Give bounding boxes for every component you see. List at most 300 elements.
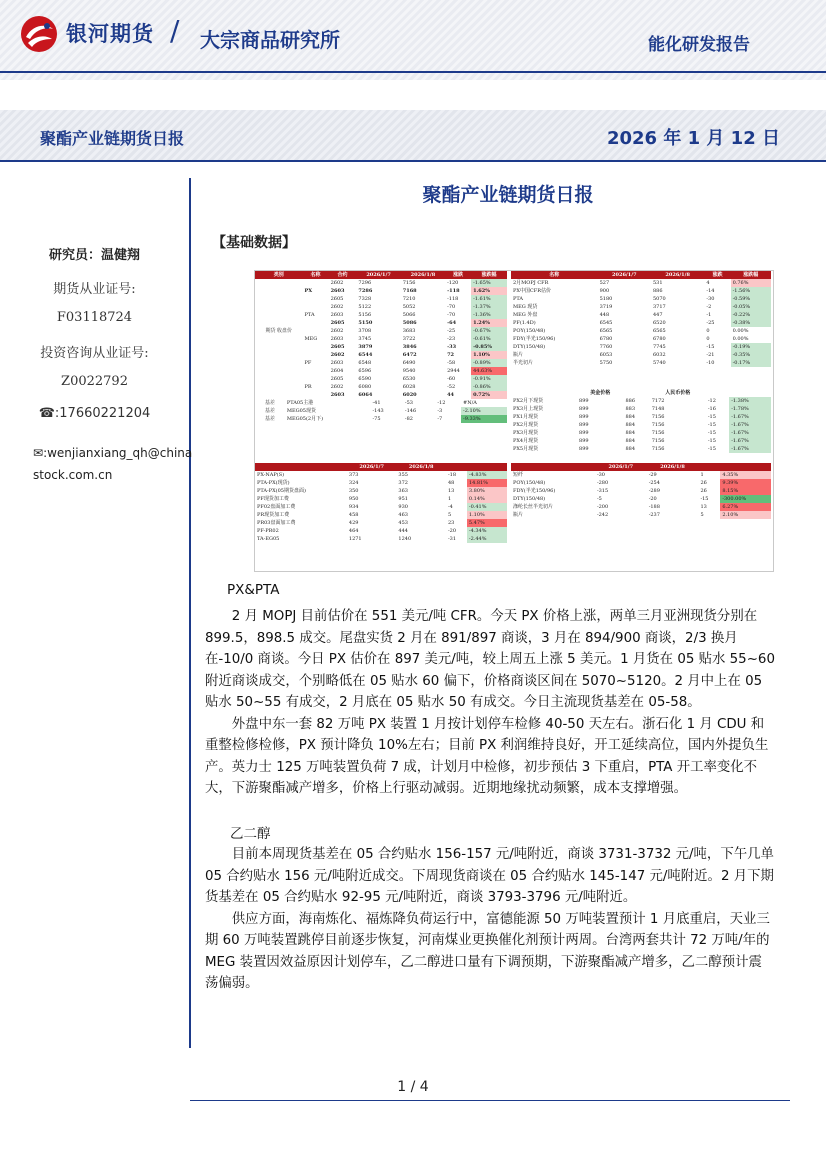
table-cell: 7148 bbox=[651, 406, 665, 412]
table-cell: -0.91% bbox=[471, 375, 507, 383]
table-cell: -12 bbox=[437, 400, 446, 406]
table-cell: -0.41% bbox=[467, 503, 507, 511]
table-cell: -0.38% bbox=[731, 319, 771, 327]
table-cell: PTA-PX(现货) bbox=[257, 480, 290, 486]
table-row bbox=[511, 421, 771, 429]
table-row bbox=[255, 367, 507, 375]
table-row bbox=[255, 295, 507, 303]
table-cell: -25 bbox=[706, 320, 715, 326]
table-cell: 884 bbox=[625, 422, 636, 428]
spread-header-row bbox=[255, 463, 507, 471]
email-address: :wenjianxiang_qh@chinastock.com.cn bbox=[33, 446, 193, 482]
table-cell: 444 bbox=[398, 528, 408, 534]
table-category-cell bbox=[255, 319, 303, 327]
table-cell: 899 bbox=[579, 438, 589, 444]
table-cell: 6780 bbox=[652, 336, 666, 342]
table-cell: 7168 bbox=[402, 288, 417, 294]
table-category-cell: 期货 收盘价 bbox=[265, 328, 293, 334]
table-row bbox=[255, 471, 507, 479]
title-band-rule bbox=[0, 160, 826, 162]
table-row bbox=[511, 343, 771, 351]
table-cell: -242 bbox=[596, 512, 609, 518]
table-row bbox=[255, 527, 507, 535]
table-cell: 884 bbox=[625, 438, 636, 444]
table-cell: PTA bbox=[304, 312, 315, 318]
table-header-cell: 2026/1/7 bbox=[608, 464, 634, 470]
table-row bbox=[511, 495, 771, 503]
table-cell: 6780 bbox=[599, 336, 613, 342]
table-cell: 44.63% bbox=[471, 367, 507, 375]
table-cell: -2.10% bbox=[461, 407, 507, 415]
report-date: 2026 年 1 月 12 日 bbox=[606, 128, 780, 149]
futures-table bbox=[255, 271, 507, 399]
table-cell: 13 bbox=[447, 488, 455, 494]
table-cell: 6596 bbox=[358, 368, 372, 374]
table-header-cell bbox=[720, 463, 771, 471]
table-cell: PX bbox=[304, 288, 313, 294]
table-cell: 5 bbox=[700, 512, 704, 518]
table-cell: 363 bbox=[398, 488, 408, 494]
table-cell: -1.56% bbox=[731, 287, 771, 295]
table-cell: PX-NAP(S) bbox=[257, 472, 285, 478]
table-cell: -15 bbox=[700, 496, 709, 502]
table-row bbox=[511, 327, 771, 335]
table-cell: -118 bbox=[447, 288, 460, 294]
table-cell: 373 bbox=[348, 472, 359, 478]
table-header-cell: 2026/1/8 bbox=[665, 272, 690, 278]
table-row bbox=[511, 413, 771, 421]
table-cell: 7156 bbox=[651, 446, 665, 452]
table-cell: PF02盘面加工费 bbox=[257, 504, 296, 510]
table-cell: -315 bbox=[596, 488, 609, 494]
table-row bbox=[255, 399, 507, 407]
table-cell: 涤纶长丝半光切片 bbox=[513, 504, 554, 510]
table-cell: -1.65% bbox=[471, 279, 507, 287]
table-cell: 5070 bbox=[652, 296, 666, 302]
table-cell: -18 bbox=[447, 472, 457, 478]
table-category-cell bbox=[255, 351, 303, 359]
table-cell: -0.61% bbox=[471, 335, 507, 343]
table-row bbox=[255, 359, 507, 367]
table-cell: -41 bbox=[372, 400, 381, 406]
table-cell: 6472 bbox=[402, 352, 417, 358]
table-cell: PX3月上现货 bbox=[513, 406, 544, 412]
table-cell: -75 bbox=[372, 416, 381, 422]
spread-body bbox=[255, 471, 507, 543]
table-row bbox=[511, 303, 771, 311]
table-cell: 7156 bbox=[402, 280, 416, 286]
table-cell: -1.38% bbox=[729, 397, 771, 405]
table-cell: 6.27% bbox=[720, 503, 771, 511]
table-row bbox=[255, 335, 507, 343]
table-header-cell: 涨跌 bbox=[453, 272, 464, 278]
table-row bbox=[511, 287, 771, 295]
table-header-cell bbox=[511, 389, 577, 397]
table-cell: 2605 bbox=[330, 376, 344, 382]
table-cell: 2602 bbox=[330, 328, 344, 334]
table-row bbox=[255, 311, 507, 319]
band-title: 聚酯产业链期货日报 bbox=[40, 129, 185, 148]
table-cell: 6080 bbox=[358, 384, 372, 390]
table-cell: 899 bbox=[579, 406, 589, 412]
table-header-cell bbox=[706, 389, 729, 397]
table-cell: -15 bbox=[707, 414, 716, 420]
table-row bbox=[511, 295, 771, 303]
table-cell: 5180 bbox=[599, 296, 613, 302]
table-cell: -0.22% bbox=[731, 311, 771, 319]
table-cell: -0.35% bbox=[731, 351, 771, 359]
table-row bbox=[511, 359, 771, 367]
table-cell: 2944 bbox=[447, 368, 460, 374]
table-cell: 464 bbox=[348, 528, 359, 534]
table-cell: -4 bbox=[447, 504, 453, 510]
table-cell: -31 bbox=[447, 536, 457, 542]
table-row bbox=[511, 445, 771, 453]
table-cell: 2603 bbox=[330, 312, 344, 318]
table-cell: 2605 bbox=[330, 344, 345, 350]
table-cell: -30 bbox=[706, 296, 715, 302]
table-cell: 5122 bbox=[358, 304, 372, 310]
table-cell: MEG 现货 bbox=[513, 304, 538, 310]
table-cell: TA-EG05 bbox=[257, 536, 280, 542]
page-number: 1 / 4 bbox=[397, 1079, 429, 1095]
table-cell: -58 bbox=[447, 360, 456, 366]
table-cell: 3719 bbox=[599, 304, 613, 310]
table-row bbox=[511, 397, 771, 405]
table-cell: 7286 bbox=[358, 288, 373, 294]
table-cell: 2602 bbox=[330, 384, 344, 390]
table-cell: 6520 bbox=[652, 320, 666, 326]
table-cell: 883 bbox=[625, 406, 636, 412]
table-category-cell: 基差 bbox=[264, 400, 275, 406]
table-row bbox=[511, 479, 771, 487]
table-cell: 瓶片 bbox=[513, 512, 524, 518]
table-cell bbox=[303, 351, 329, 359]
table-cell: 2602 bbox=[330, 280, 344, 286]
consult-label: 投资咨询从业证号: bbox=[40, 346, 149, 361]
table-cell: 5 bbox=[447, 512, 452, 518]
table-header-cell bbox=[511, 463, 595, 471]
table-header-cell: 合约 bbox=[337, 272, 348, 278]
table-cell bbox=[303, 279, 329, 287]
table-cell: 3708 bbox=[358, 328, 372, 334]
table-cell: 0 bbox=[706, 328, 710, 334]
table-cell: PX中国CFR估价 bbox=[513, 288, 551, 294]
table-header-cell bbox=[446, 463, 467, 471]
table-row bbox=[511, 429, 771, 437]
table-category-cell bbox=[255, 375, 303, 383]
table-cell: 5750 bbox=[599, 360, 613, 366]
table-cell: 372 bbox=[398, 480, 408, 486]
table-cell: 951 bbox=[398, 496, 408, 502]
profit-header-row bbox=[511, 463, 771, 471]
table-cell: MEG 外盘 bbox=[513, 312, 538, 318]
table-cell: -0.59% bbox=[731, 295, 771, 303]
table-row bbox=[255, 479, 507, 487]
table-cell: #N/A bbox=[463, 400, 477, 406]
table-cell: 3.80% bbox=[467, 487, 507, 495]
table-cell: 6064 bbox=[358, 392, 373, 398]
table-cell: -0.86% bbox=[471, 383, 507, 391]
table-row bbox=[511, 405, 771, 413]
table-cell: 527 bbox=[599, 280, 610, 286]
table-row bbox=[511, 279, 771, 287]
phone-number: :17660221204 bbox=[54, 406, 151, 421]
table-cell: 5052 bbox=[402, 304, 416, 310]
table-cell: PF现货加工费 bbox=[257, 496, 289, 502]
table-cell bbox=[303, 295, 329, 303]
table-header-cell: 美金价格 bbox=[590, 390, 611, 396]
sidebar-divider bbox=[189, 178, 191, 1048]
table-cell: -30 bbox=[596, 472, 605, 478]
basic-data-table bbox=[254, 270, 774, 572]
table-row bbox=[255, 319, 507, 327]
table-cell: PX1月现货 bbox=[513, 414, 539, 420]
table-cell bbox=[303, 303, 329, 311]
table-cell: PX4月现货 bbox=[513, 438, 539, 444]
table-cell: 7296 bbox=[358, 280, 372, 286]
table-row bbox=[511, 471, 771, 479]
table-cell: 1.10% bbox=[471, 351, 507, 359]
table-cell: 2603 bbox=[330, 392, 345, 398]
table-cell: 3745 bbox=[358, 336, 372, 342]
table-header-cell: 2026/1/8 bbox=[660, 464, 685, 470]
profit-block bbox=[511, 463, 771, 519]
table-cell: 短纤 bbox=[513, 472, 524, 478]
table-cell: -25 bbox=[447, 328, 456, 334]
table-cell: PX2月下现货 bbox=[513, 398, 544, 404]
table-cell: -146 bbox=[404, 408, 417, 414]
table-header-cell bbox=[698, 463, 720, 471]
px-paragraph-1: 2 月 MOPJ 目前估价在 551 美元/吨 CFR。今天 PX 价格上涨，两单三月亚洲现货分别在 899.5，898.5 成交。尾盘实货 2 月在 891/897 商谈，3 月在 894/900 商谈，2/3 换月在-10/0 商谈。今日 PX 估价在 897 美元/吨，较上周五上涨 5 美元。1 月货在 05 贴水 55~60 附近商谈成交，个别略低在 05 贴水 60 偏下，价格商谈区间在 5070~5120。2 月中上在 05 贴水 50~55 有成交，2 月底在 05 贴水 50 有成交。今日主流现货基差在 05-58。 bbox=[205, 609, 775, 710]
table-row bbox=[511, 487, 771, 495]
table-cell: POY(150/48) bbox=[513, 480, 546, 486]
spot-table bbox=[511, 271, 771, 367]
table-cell: 瓶片 bbox=[513, 352, 524, 358]
table-cell: 13 bbox=[700, 504, 707, 510]
table-cell: -2.44% bbox=[467, 535, 507, 543]
table-cell: -5 bbox=[596, 496, 602, 502]
table-cell: 7156 bbox=[651, 422, 665, 428]
table-row bbox=[511, 335, 771, 343]
researcher-name: 研究员：温健翔 bbox=[48, 248, 140, 263]
table-row bbox=[255, 375, 507, 383]
table-cell: -10 bbox=[706, 360, 715, 366]
table-cell: MEG05(2月下) bbox=[286, 416, 324, 422]
table-cell: -21 bbox=[706, 352, 715, 358]
table-cell: PF(1.4D) bbox=[513, 320, 536, 326]
basis-table bbox=[255, 399, 507, 423]
px-paragraph-2: 外盘中东一套 82 万吨 PX 装置 1 月按计划停车检修 40-50 天左右。浙石化 1 月 CDU 和重整检修检修，PX 预计降负 10%左右；目前 PX 利润维持良好，开工延续高位，国内外提负生产。英力士 125 万吨装置负荷 7 成，计划月中检修，初步预估 3 下重启，PTA 开工率变化不大，下游聚酯减产增多，价格上行驱动减弱。近期地缘扰动频繁，成本支撑增强。 bbox=[205, 716, 769, 796]
license-label: 期货从业证号: bbox=[53, 282, 136, 297]
institute-name: 大宗商品研究所 bbox=[200, 28, 340, 52]
table-cell: 6032 bbox=[652, 352, 666, 358]
table-cell: 1 bbox=[700, 472, 704, 478]
table-cell: -120 bbox=[447, 280, 459, 286]
table-cell: -254 bbox=[648, 480, 660, 486]
table-cell: -16 bbox=[707, 406, 716, 412]
table-header-cell: 2026/1/8 bbox=[408, 464, 434, 470]
table-category-cell bbox=[255, 383, 303, 391]
table-cell: DTY(150/48) bbox=[513, 344, 546, 350]
futures-header-row bbox=[255, 271, 507, 279]
table-cell: 7745 bbox=[652, 344, 666, 350]
table-cell: 458 bbox=[348, 512, 359, 518]
table-cell: 6565 bbox=[652, 328, 666, 334]
table-cell: PX3月现货 bbox=[513, 430, 539, 436]
table-cell: 7328 bbox=[358, 296, 372, 302]
table-cell: 9540 bbox=[402, 368, 416, 374]
table-cell: 6028 bbox=[402, 384, 416, 390]
table-row bbox=[511, 311, 771, 319]
table-cell: 3717 bbox=[652, 304, 666, 310]
table-cell: 23 bbox=[447, 520, 455, 526]
table-cell: 350 bbox=[348, 488, 359, 494]
table-cell: PTA bbox=[513, 296, 524, 302]
table-cell: PR现货加工费 bbox=[257, 512, 290, 518]
table-row bbox=[255, 503, 507, 511]
table-cell: -53 bbox=[404, 400, 413, 406]
table-header-cell: 涨跌幅 bbox=[481, 272, 497, 278]
table-header-cell: 类别 bbox=[273, 272, 284, 278]
px-cfr-body bbox=[511, 397, 771, 453]
table-cell: PR03盘面加工费 bbox=[257, 520, 296, 526]
table-cell: -15 bbox=[707, 430, 716, 436]
table-cell: -0.85% bbox=[471, 343, 507, 351]
table-cell: 1.24% bbox=[471, 319, 507, 327]
table-cell bbox=[303, 367, 329, 375]
brand-name: 银河期货 bbox=[66, 22, 154, 46]
px-section-title: PX&PTA bbox=[227, 582, 280, 598]
table-cell: 7156 bbox=[651, 438, 665, 444]
table-cell: 1240 bbox=[398, 536, 412, 542]
table-cell: -280 bbox=[596, 480, 609, 486]
basis-body bbox=[255, 399, 507, 423]
table-cell bbox=[303, 319, 329, 327]
table-row bbox=[255, 487, 507, 495]
table-cell: -82 bbox=[404, 416, 413, 422]
table-cell: -1.67% bbox=[729, 421, 771, 429]
table-cell: 899 bbox=[579, 422, 589, 428]
table-header-cell: 涨跌 bbox=[712, 272, 723, 278]
table-cell: 1.62% bbox=[471, 287, 507, 295]
table-cell: -15 bbox=[707, 438, 716, 444]
table-cell: PX5月现货 bbox=[513, 446, 539, 452]
table-cell: 3846 bbox=[402, 344, 417, 350]
table-cell: -1.36% bbox=[471, 311, 507, 319]
table-cell: -200 bbox=[596, 504, 609, 510]
footer-rule bbox=[190, 1100, 790, 1101]
table-row bbox=[255, 327, 507, 335]
table-row bbox=[255, 383, 507, 391]
futures-body bbox=[255, 279, 507, 399]
table-cell: 884 bbox=[625, 446, 636, 452]
table-row bbox=[255, 415, 507, 423]
table-cell: 2605 bbox=[330, 320, 345, 326]
table-cell bbox=[303, 343, 329, 351]
table-header-cell: 名称 bbox=[310, 272, 321, 278]
table-cell: 900 bbox=[599, 288, 610, 294]
table-cell: -1 bbox=[706, 312, 712, 318]
spread-block bbox=[255, 463, 507, 543]
table-category-cell bbox=[255, 295, 303, 303]
table-cell: -14 bbox=[706, 288, 715, 294]
table-cell: 5.47% bbox=[467, 519, 507, 527]
table-cell: -0.67% bbox=[471, 327, 507, 335]
table-cell: 463 bbox=[398, 512, 408, 518]
table-cell: -7 bbox=[437, 416, 443, 422]
table-cell: 2603 bbox=[330, 288, 345, 294]
table-cell: PR bbox=[304, 384, 312, 390]
table-cell: 2603 bbox=[330, 360, 344, 366]
table-cell: 4 bbox=[706, 280, 710, 286]
meg-section-title: 乙二醇 bbox=[230, 826, 271, 842]
table-cell: -0.05% bbox=[731, 303, 771, 311]
table-cell: 2604 bbox=[330, 368, 344, 374]
table-row bbox=[255, 495, 507, 503]
table-cell: 5066 bbox=[402, 312, 416, 318]
table-cell: 448 bbox=[599, 312, 610, 318]
table-category-cell bbox=[255, 287, 303, 295]
table-category-cell bbox=[255, 335, 303, 343]
table-cell: 0.72% bbox=[471, 391, 507, 399]
table-cell: -289 bbox=[648, 488, 660, 494]
table-cell: -1.67% bbox=[729, 437, 771, 445]
table-cell: 8.15% bbox=[720, 487, 771, 495]
phone-icon: ☎ bbox=[38, 406, 55, 421]
table-cell: 2603 bbox=[330, 336, 344, 342]
table-header-cell: 2026/1/7 bbox=[359, 464, 384, 470]
table-row bbox=[255, 519, 507, 527]
table-cell: -188 bbox=[648, 504, 660, 510]
table-row bbox=[511, 319, 771, 327]
table-cell: 9.39% bbox=[720, 479, 771, 487]
table-header-cell: 涨跌幅 bbox=[743, 272, 759, 278]
table-cell: -29 bbox=[648, 472, 657, 478]
table-cell: -1.67% bbox=[729, 429, 771, 437]
table-cell: 1 bbox=[447, 496, 452, 502]
table-cell: 899 bbox=[579, 398, 589, 404]
table-category-cell: 基差 bbox=[264, 416, 275, 422]
spot-header-row bbox=[511, 271, 771, 279]
table-row bbox=[255, 511, 507, 519]
table-cell: 72 bbox=[447, 352, 455, 358]
table-cell: 6590 bbox=[358, 376, 372, 382]
table-cell: 5156 bbox=[358, 312, 372, 318]
meg-section-body bbox=[205, 844, 775, 995]
table-cell: -0.17% bbox=[731, 359, 771, 367]
table-cell: -0.19% bbox=[731, 343, 771, 351]
table-cell: PTA05主港 bbox=[286, 400, 314, 406]
table-row bbox=[511, 437, 771, 445]
table-cell: -20 bbox=[648, 496, 657, 502]
table-cell: 3879 bbox=[358, 344, 373, 350]
table-category-cell: 基差 bbox=[264, 408, 275, 414]
email-line bbox=[33, 442, 193, 486]
table-cell: 899 bbox=[579, 430, 589, 436]
table-cell: -1.67% bbox=[729, 413, 771, 421]
table-cell: 6490 bbox=[402, 360, 416, 366]
table-cell: 2.10% bbox=[720, 511, 771, 519]
header-rule bbox=[0, 71, 826, 73]
table-cell: 半光切片 bbox=[513, 360, 534, 366]
profit-table bbox=[511, 463, 771, 519]
table-cell: 7760 bbox=[599, 344, 613, 350]
table-cell: 6053 bbox=[599, 352, 613, 358]
table-header-cell: 人民币价格 bbox=[665, 390, 691, 396]
table-category-cell bbox=[255, 391, 303, 399]
table-cell: -52 bbox=[447, 384, 456, 390]
